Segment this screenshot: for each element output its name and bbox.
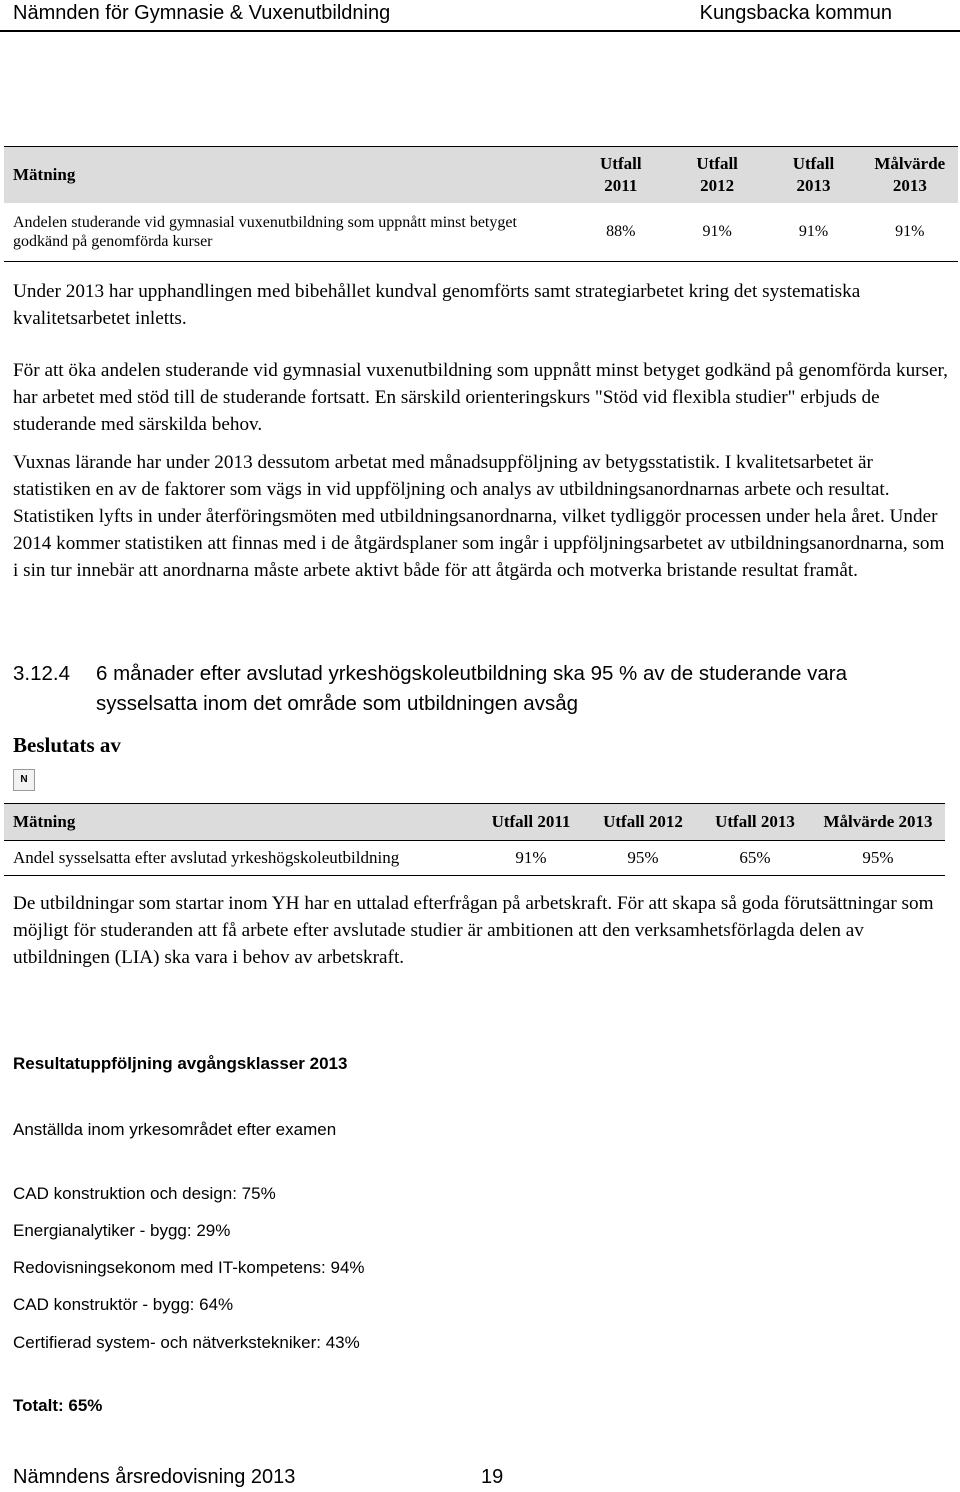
page-footer [13, 1466, 953, 1489]
col-header-text: Utfall 2013 [792, 154, 835, 195]
table-row [4, 203, 958, 262]
decided-by-label: Beslutats av [13, 733, 121, 757]
list-item: CAD konstruktion och design: 75% [13, 1184, 276, 1203]
list-item: CAD konstruktör - bygg: 64% [13, 1295, 234, 1314]
results-subtitle: Anställda inom yrkesområdet efter examen [13, 1120, 337, 1139]
list-item: Certifierad system- och nätverkstekniker: 43% [13, 1333, 360, 1352]
col-header-utfall-2012 [669, 147, 765, 204]
col-header-text: Utfall 2011 [600, 154, 642, 195]
col-header-utfall-2013 [765, 147, 861, 204]
n-icon: N [13, 769, 35, 791]
value-utfall-2011: 91% [475, 841, 587, 876]
col-header-malvarde-2013: Målvärde 2013 [811, 804, 945, 841]
value-utfall-2013: 65% [699, 841, 811, 876]
results-title: Resultatuppföljning avgångsklasser 2013 [13, 1054, 348, 1073]
col-header-utfall-2011 [573, 147, 669, 204]
measurement-table-2 [4, 803, 945, 876]
page-number: 19 [481, 1466, 504, 1488]
header-org: Nämnden för Gymnasie & Vuxenutbildning [13, 2, 391, 24]
section-title-line1: 6 månader efter avslutad yrkeshögskoleutbildning ska 95 % av de studerande vara [96, 662, 847, 685]
table-header-row [4, 804, 945, 841]
list-item: Energianalytiker - bygg: 29% [13, 1221, 231, 1240]
value-utfall-2013: 91% [765, 203, 861, 262]
row-label-text: Andelen studerande vid gymnasial vuxenutbildning som uppnått minst betyget godkänd på genomförda kurser [13, 214, 517, 250]
row-label [4, 203, 573, 262]
col-header-utfall-2011: Utfall 2011 [475, 804, 587, 841]
section-title-line2: sysselsatta inom det område som utbildningen avsåg [96, 692, 579, 715]
value-utfall-2012: 95% [587, 841, 699, 876]
value-malvarde-2013: 91% [862, 203, 958, 262]
value-utfall-2012: 91% [669, 203, 765, 262]
value-malvarde-2013: 95% [811, 841, 945, 876]
table-row [4, 841, 945, 876]
col-header-text: Målvärde 2013 [874, 154, 946, 195]
page-header [0, 0, 960, 30]
col-header-matning: Mätning [4, 804, 475, 841]
col-header-utfall-2012: Utfall 2012 [587, 804, 699, 841]
header-municipality: Kungsbacka kommun [699, 2, 892, 24]
header-rule [0, 30, 960, 32]
measurement-table-1 [4, 146, 958, 262]
col-header-matning: Mätning [4, 147, 573, 204]
paragraph-procurement: Under 2013 har upphandlingen med bibehållet kundval genomförts samt strategiarbetet kring det systematiska kvalitetsarbetet inletts. [13, 281, 861, 329]
paragraph-yh: De utbildningar som startar inom YH har en uttalad efterfrågan på arbetskraft. För att skapa så goda förutsättningar som möjligt för studeranden att få arbete efter avslutade studier är ambitionen att den verksamhetsförlagda delen av utbildningen (LIA) ska vara i behov av arbetskraft. [13, 893, 934, 968]
footer-text: Nämndens årsredovisning 2013 [13, 1466, 296, 1488]
paragraph-statistics: Vuxnas lärande har under 2013 dessutom arbetat med månadsuppföljning av betygsstatistik. I kvalitetsarbetet är statistiken en av de faktorer som vägs in vid uppföljning och analys av utbildningsanordnarnas arbete och resultat. Statistiken lyfts in under återföringsmöten med utbildningsanordnarna, vilket tydliggör processen under hela året. Under 2014 kommer statistiken att finnas med i de åtgärdsplaner som ingår i uppföljningsarbetet av utbildningsanordnarna, som i sin tur innebär att anordnarna måste arbete aktivt både för att åtgärda och motverka bristande resultat framåt. [13, 452, 945, 581]
table-header-row [4, 147, 958, 204]
list-item: Redovisningsekonom med IT-kompetens: 94% [13, 1258, 365, 1277]
col-header-utfall-2013: Utfall 2013 [699, 804, 811, 841]
col-header-malvarde-2013 [862, 147, 958, 204]
paragraph-support: För att öka andelen studerande vid gymnasial vuxenutbildning som uppnått minst betyget godkänd på genomförda kurser, har arbetet med stöd till de studerande fortsatt. En särskild orienteringskurs "Stöd vid flexibla studier" erbjuds de studerande med särskilda behov. [13, 360, 948, 435]
results-total: Totalt: 65% [13, 1396, 103, 1415]
col-header-text: Utfall 2012 [696, 154, 738, 195]
section-number: 3.12.4 [13, 662, 70, 685]
value-utfall-2011: 88% [573, 203, 669, 262]
row-label: Andel sysselsatta efter avslutad yrkeshögskoleutbildning [4, 841, 475, 876]
